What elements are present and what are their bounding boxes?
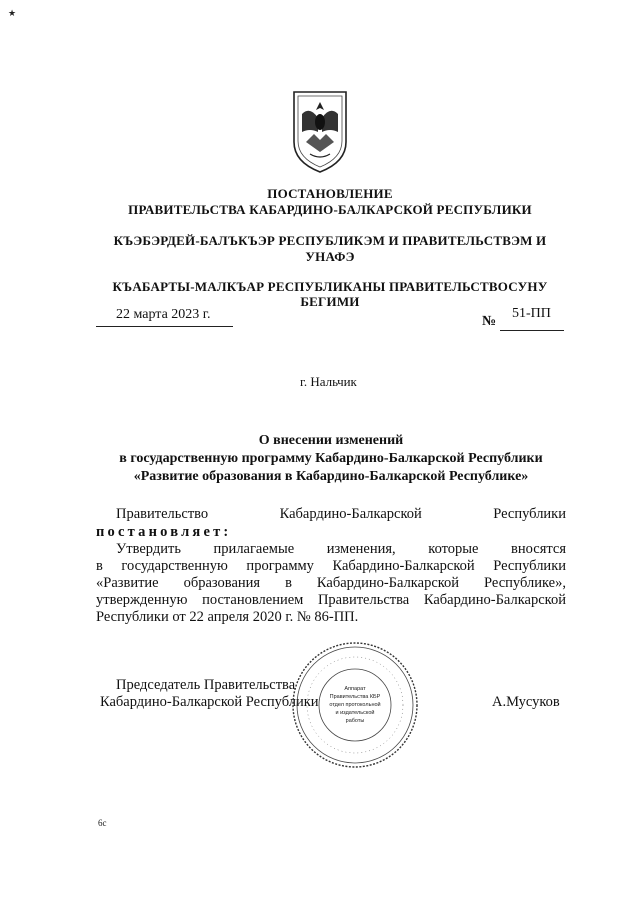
- body-row-1: [116, 506, 566, 523]
- signatory-position-cont: Кабардино-Балкарской Республики: [100, 694, 319, 710]
- body-row-3: Утвердить прилагаемые изменения, которые вносятся: [116, 541, 566, 557]
- stamp-center-line1: Аппарат: [344, 686, 366, 692]
- stamp-center-line5: работы: [345, 718, 365, 724]
- body-row-4: в государственную программу Кабардино-Балкарской Республики: [96, 558, 566, 574]
- scan-mark-bottom: 6c: [98, 818, 107, 828]
- government-name-krc: КЪАБАРТЫ-МАЛКЪАР РЕСПУБЛИКАНЫ ПРАВИТЕЛЬСТВОСУНУ: [112, 279, 548, 294]
- signatory-position: Председатель Правительства: [116, 677, 296, 693]
- city-name: г. Нальчик: [300, 374, 357, 389]
- body-word-republic: Республики: [493, 506, 566, 522]
- body-word-government: Правительство: [116, 506, 209, 522]
- doc-type-heading: ПОСТАНОВЛЕНИЕ: [267, 186, 393, 201]
- document-title-line1: О внесении изменений: [258, 433, 404, 448]
- government-name-ru: ПРАВИТЕЛЬСТВА КАБАРДИНО-БАЛКАРСКОЙ РЕСПУБЛИКИ: [128, 202, 532, 217]
- number-sign: №: [482, 314, 497, 329]
- body-row-5: «Развитие образования в Кабардино-Балкарской Республике»,: [96, 575, 566, 591]
- document-date: 22 марта 2023 г.: [116, 307, 211, 322]
- body-row-7: Республики от 22 апреля 2020 г. № 86-ПП.: [96, 609, 359, 625]
- decree-verb: постановляет:: [96, 524, 232, 540]
- date-underline: [96, 326, 233, 327]
- stamp-center-line4: и издательской: [335, 710, 375, 716]
- number-underline: [500, 330, 564, 331]
- government-name-kbd-cont: УНАФЭ: [305, 249, 355, 264]
- body-word-kbr: Кабардино-Балкарской: [279, 506, 422, 522]
- stamp-center-line2: Правительства КБР: [329, 694, 381, 700]
- body-row-6: утвержденную постановлением Правительства Кабардино-Балкарской: [96, 592, 566, 608]
- document-number: 51-ПП: [512, 306, 551, 321]
- official-stamp: [290, 640, 420, 770]
- government-name-krc-cont: БЕГИМИ: [300, 294, 360, 309]
- government-name-kbd: КЪЭБЭРДЕЙ-БАЛЪКЪЭР РЕСПУБЛИКЭМ И ПРАВИТЕЛЬСТВЭМ И: [113, 233, 547, 248]
- stamp-center-line3: отдел протокольной: [329, 702, 381, 708]
- body-row-2: [96, 524, 566, 541]
- document-title-line3: «Развитие образования в Кабардино-Балкарской Республике»: [133, 469, 529, 484]
- coat-of-arms-emblem: [288, 88, 352, 174]
- signatory-name: А.Мусуков: [492, 694, 560, 710]
- scan-mark-top: ★: [8, 8, 17, 18]
- document-title-line2: в государственную программу Кабардино-Балкарской Республики: [119, 451, 543, 466]
